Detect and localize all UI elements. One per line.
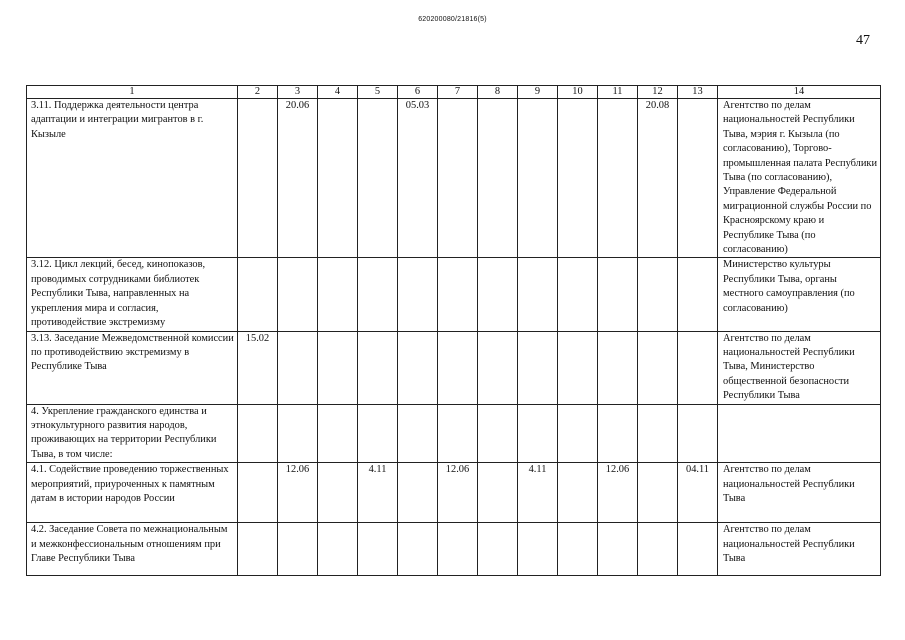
date-cell: [478, 331, 518, 404]
column-header: 5: [358, 86, 398, 99]
date-cell: [598, 258, 638, 331]
date-cell: [638, 331, 678, 404]
date-cell: [678, 523, 718, 576]
date-cell: [678, 331, 718, 404]
date-cell: [398, 331, 438, 404]
measure-name: 3.13. Заседание Межведомственной комиссии по противодействию экстремизму в Республике Тыва: [27, 331, 238, 404]
date-cell: [518, 523, 558, 576]
date-cell: [678, 99, 718, 258]
column-header: 4: [318, 86, 358, 99]
date-cell: [518, 331, 558, 404]
date-cell: [358, 404, 398, 463]
date-cell: [318, 331, 358, 404]
column-header: 7: [438, 86, 478, 99]
date-cell: [478, 258, 518, 331]
date-cell: [518, 258, 558, 331]
date-cell: [558, 99, 598, 258]
date-cell: [678, 404, 718, 463]
responsible-agency: [718, 404, 881, 463]
date-cell: [238, 99, 278, 258]
date-cell: [598, 331, 638, 404]
date-cell: [398, 523, 438, 576]
date-cell: [398, 463, 438, 523]
date-cell: [558, 523, 598, 576]
table-row: [27, 258, 881, 331]
date-cell: [238, 523, 278, 576]
date-cell: [638, 463, 678, 523]
date-cell: [478, 99, 518, 258]
section-title: 4. Укрепление гражданского единства и этнокультурного развития народов, проживающих на территории Республики Тыва, в том числе:: [27, 404, 238, 463]
date-cell: [678, 258, 718, 331]
date-cell: [638, 523, 678, 576]
column-header: 11: [598, 86, 638, 99]
date-cell: 12.06: [598, 463, 638, 523]
column-header: 10: [558, 86, 598, 99]
date-cell: [438, 404, 478, 463]
date-cell: [358, 331, 398, 404]
column-header: 8: [478, 86, 518, 99]
date-cell: [638, 258, 678, 331]
date-cell: [398, 404, 438, 463]
date-cell: [598, 99, 638, 258]
table-row: [27, 523, 881, 576]
date-cell: [438, 523, 478, 576]
date-cell: [318, 99, 358, 258]
date-cell: [438, 258, 478, 331]
column-header: 6: [398, 86, 438, 99]
date-cell: [438, 331, 478, 404]
column-header: 2: [238, 86, 278, 99]
measure-name: 4.1. Содействие проведению торжественных мероприятий, приуроченных к памятным датам в истории народов России: [27, 463, 238, 523]
date-cell: [558, 331, 598, 404]
date-cell: [558, 258, 598, 331]
table-row: [27, 331, 881, 404]
column-header: 9: [518, 86, 558, 99]
column-header: 13: [678, 86, 718, 99]
date-cell: 12.06: [438, 463, 478, 523]
document-id: 620200080/21816(5): [418, 16, 487, 23]
responsible-agency: Агентство по делам национальностей Республики Тыва, мэрия г. Кызыла (по согласованию), Торгово-промышленная палата Республики Тыва (по согласованию), Управление Федеральной миграционной службы России по Красноярскому краю и Республике Тыва (по согласованию): [718, 99, 881, 258]
date-cell: 05.03: [398, 99, 438, 258]
date-cell: [598, 404, 638, 463]
date-cell: [318, 463, 358, 523]
date-cell: [278, 523, 318, 576]
date-cell: 4.11: [518, 463, 558, 523]
date-cell: [278, 331, 318, 404]
date-cell: [478, 523, 518, 576]
date-cell: [238, 404, 278, 463]
date-cell: [358, 99, 398, 258]
date-cell: [598, 523, 638, 576]
date-cell: 15.02: [238, 331, 278, 404]
column-header: 12: [638, 86, 678, 99]
date-cell: [318, 523, 358, 576]
page-number: 47: [856, 33, 870, 48]
column-header: 1: [27, 86, 238, 99]
date-cell: [398, 258, 438, 331]
date-cell: [278, 258, 318, 331]
date-cell: [278, 404, 318, 463]
measure-name: 3.11. Поддержка деятельности центра адаптации и интеграции мигрантов в г. Кызыле: [27, 99, 238, 258]
date-cell: [518, 99, 558, 258]
table-row: [27, 99, 881, 258]
responsible-agency: Министерство культуры Республики Тыва, органы местного самоуправления (по согласованию): [718, 258, 881, 331]
date-cell: [238, 463, 278, 523]
responsible-agency: Агентство по делам национальностей Республики Тыва: [718, 463, 881, 523]
date-cell: [318, 258, 358, 331]
date-cell: [318, 404, 358, 463]
column-header: 3: [278, 86, 318, 99]
table-row: [27, 404, 881, 463]
date-cell: [238, 258, 278, 331]
date-cell: [638, 404, 678, 463]
date-cell: [518, 404, 558, 463]
responsible-agency: Агентство по делам национальностей Республики Тыва: [718, 523, 881, 576]
measure-name: 4.2. Заседание Совета по межнациональным и межконфессиональным отношениям при Главе Республики Тыва: [27, 523, 238, 576]
responsible-agency: Агентство по делам национальностей Республики Тыва, Министерство общественной безопасности Республики Тыва: [718, 331, 881, 404]
date-cell: [558, 463, 598, 523]
table-row: [27, 463, 881, 523]
date-cell: [358, 523, 398, 576]
date-cell: [438, 99, 478, 258]
schedule-table: [26, 85, 881, 576]
date-cell: [558, 404, 598, 463]
header-row: [27, 86, 881, 99]
date-cell: 20.06: [278, 99, 318, 258]
date-cell: 4.11: [358, 463, 398, 523]
date-cell: 20.08: [638, 99, 678, 258]
date-cell: [478, 463, 518, 523]
date-cell: [358, 258, 398, 331]
date-cell: [478, 404, 518, 463]
column-header: 14: [718, 86, 881, 99]
measure-name: 3.12. Цикл лекций, бесед, кинопоказов, проводимых сотрудниками библиотек Республики Тыва, направленных на укрепления мира и согласия, противодействие экстремизму: [27, 258, 238, 331]
date-cell: 12.06: [278, 463, 318, 523]
date-cell: 04.11: [678, 463, 718, 523]
